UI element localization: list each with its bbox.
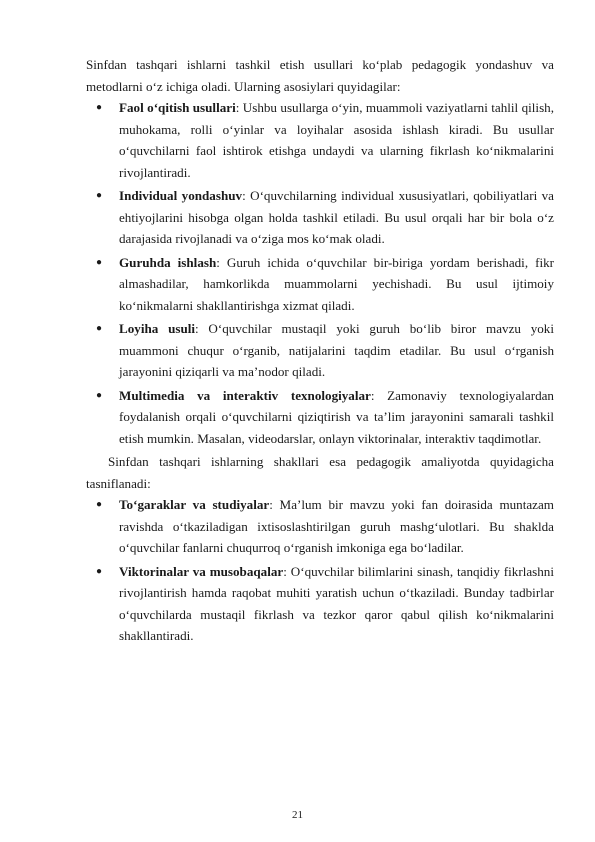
forms-list <box>86 494 554 647</box>
bullet-icon: ● <box>96 499 103 510</box>
bullet-icon: ● <box>96 565 103 577</box>
item-term: Individual yondashuv <box>119 188 243 203</box>
bullet-icon: ● <box>96 102 103 113</box>
document-body <box>86 54 554 649</box>
list-item <box>86 252 554 317</box>
item-text: : Ushbu usullarga o‘yin, muammoli vaziyatlarni tahlil qilish, muhokama, rolli o‘yinlar va loyihalar asosida ishlash kiradi. Bu usullar o‘quvchilarni faol ishtirok etishga undaydi va ularning fikrlash ko‘nikmalarini rivojlantiradi. <box>119 100 554 180</box>
item-text: : Guruh ichida o‘quvchilar bir-biriga yordam berishadi, fikr almashadilar, hamkorlikda muammolarni yechishadi. Bu usul ijtimoiy ko‘nikmalarni shakllantirishga xizmat qiladi. <box>119 254 554 313</box>
list-item <box>86 97 554 183</box>
methods-list <box>86 97 554 449</box>
item-term: Multimedia va interaktiv texnologiyalar <box>119 387 371 403</box>
item-text: : Ma’lum bir mavzu yoki fan doirasida muntazam ravishda o‘tkaziladigan ixtisoslashtirilgan guruh mashg‘ulotlari. Bu shaklda o‘quvchilar fanlarni chuqurroq o‘rganish imkoniga ega bo‘ladilar. <box>119 497 554 555</box>
forms-paragraph: Sinfdan tashqari ishlarning shakllari esa pedagogik amaliyotda quyidagicha tasniflanadi: <box>86 454 554 491</box>
list-item <box>86 318 554 383</box>
list-item <box>86 385 554 450</box>
item-term: Guruhda ishlash <box>119 254 217 270</box>
bullet-icon: ● <box>96 323 103 334</box>
page-number: 21 <box>292 809 303 821</box>
list-item <box>86 561 554 647</box>
item-term: Faol o‘qitish usullari <box>119 100 236 115</box>
item-term: Loyiha usuli <box>119 321 196 336</box>
item-text: : Zamonaviy texnologiyalardan foydalanish orqali o‘quvchilarni qiziqtirish va ta’lim jarayonini samarali tashkil etish mumkin. Masalan, videodarslar, onlayn viktorinalar, interaktiv taqdimotlar. <box>119 387 554 446</box>
list-item <box>86 494 554 559</box>
item-text: : O‘quvchilar bilimlarini sinash, tanqidiy fikrlashni rivojlantirish hamda raqobat muhiti yaratish uchun o‘tkaziladi. Bunday tadbirlar o‘quvchilarda mustaqil fikrlash va tezkor qaror qabul qilish ko‘nikmalarini shakllantiradi. <box>119 563 554 643</box>
bullet-icon: ● <box>96 190 103 201</box>
intro-paragraph: Sinfdan tashqari ishlarni tashkil etish usullari ko‘plab pedagogik yondashuv va metodlarni o‘z ichiga oladi. Ularning asosiylari quyidagilar: <box>86 57 554 94</box>
list-item <box>86 185 554 250</box>
item-text: : O‘quvchilarning individual xususiyatlari, qobiliyatlari va ehtiyojlarini hisobga olgan holda tashkil etiladi. Bu usul orqali har bir bola o‘z darajasida rivojlanadi va o‘ziga mos ko‘mak oladi. <box>119 188 554 246</box>
item-term: Viktorinalar va musobaqalar <box>119 563 284 579</box>
item-term: To‘garaklar va studiyalar <box>119 497 270 512</box>
bullet-icon: ● <box>96 256 103 268</box>
item-text: : O‘quvchilar mustaqil yoki guruh bo‘lib biror mavzu yoki muammoni chuqur o‘rganib, natijalarini taqdim etadilar. Bu usul o‘rganish jarayonini qiziqarli va ma’nodor qiladi. <box>119 321 554 379</box>
bullet-icon: ● <box>96 389 103 401</box>
